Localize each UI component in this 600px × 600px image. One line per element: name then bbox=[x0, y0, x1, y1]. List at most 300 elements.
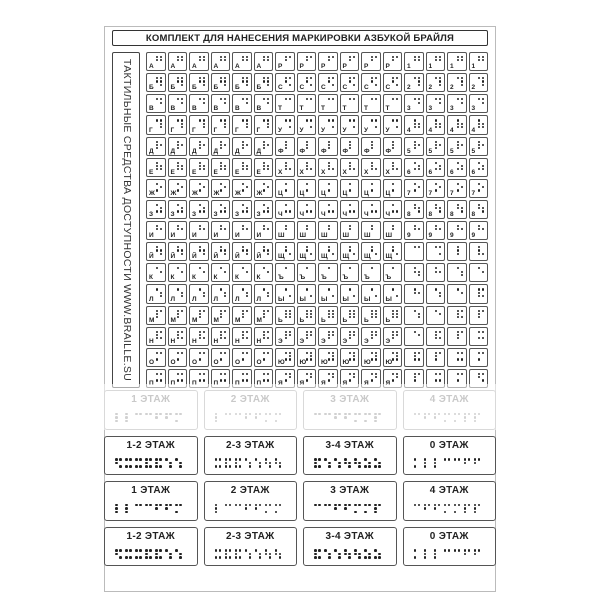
braille-dot bbox=[220, 310, 222, 312]
braille-dots-icon bbox=[199, 98, 205, 107]
floor-sign bbox=[403, 527, 497, 567]
braille-cell bbox=[297, 73, 317, 92]
braille-dot bbox=[219, 549, 222, 552]
braille-dot bbox=[435, 358, 437, 360]
cell-char: 6 bbox=[428, 168, 433, 176]
braille-cell bbox=[340, 242, 360, 261]
braille-dot bbox=[461, 352, 463, 354]
braille-dot bbox=[392, 168, 394, 170]
braille-dot bbox=[129, 556, 132, 559]
braille-dot bbox=[265, 462, 268, 465]
braille-dot bbox=[478, 162, 480, 164]
cell-char: И bbox=[149, 232, 154, 240]
braille-dot bbox=[159, 549, 162, 552]
braille-dot bbox=[177, 225, 179, 227]
cell-char: В bbox=[235, 105, 240, 113]
braille-dot bbox=[418, 98, 420, 100]
braille-cell bbox=[254, 137, 274, 156]
braille-dot bbox=[328, 147, 330, 149]
braille-cell bbox=[168, 73, 188, 92]
braille-cell bbox=[189, 158, 209, 177]
cell-char: Ш bbox=[299, 232, 307, 240]
braille-dot bbox=[396, 313, 398, 315]
cell-char: Ц bbox=[342, 189, 348, 197]
braille-dots-icon bbox=[414, 373, 420, 382]
braille-dot bbox=[461, 316, 463, 318]
braille-dot bbox=[392, 56, 394, 58]
braille-cell bbox=[211, 200, 231, 219]
cell-char: 1 bbox=[407, 63, 411, 71]
braille-cell bbox=[447, 179, 467, 198]
braille-dot bbox=[454, 549, 457, 552]
braille-dot bbox=[246, 210, 248, 212]
braille-dot bbox=[177, 337, 179, 339]
braille-cell bbox=[469, 94, 489, 113]
braille-cell bbox=[404, 200, 424, 219]
braille-dots-icon bbox=[414, 225, 420, 234]
braille-cell bbox=[340, 327, 360, 346]
braille-cell bbox=[232, 73, 252, 92]
braille-dots-icon bbox=[306, 225, 312, 234]
braille-dots-icon bbox=[177, 56, 183, 65]
braille-dot bbox=[267, 331, 269, 333]
braille-dot bbox=[414, 504, 417, 507]
braille-dot bbox=[135, 549, 138, 552]
braille-dot bbox=[203, 310, 205, 312]
braille-dot bbox=[242, 183, 244, 185]
braille-dot bbox=[414, 228, 416, 230]
braille-dot bbox=[285, 98, 287, 100]
braille-dot bbox=[203, 352, 205, 354]
cell-char: О bbox=[235, 358, 241, 366]
braille-cell bbox=[447, 263, 467, 282]
braille-dot bbox=[353, 310, 355, 312]
braille-cell bbox=[189, 115, 209, 134]
braille-dot bbox=[368, 462, 371, 465]
braille-dot bbox=[482, 288, 484, 290]
braille-cell bbox=[447, 115, 467, 134]
floor-sign-label: 2 ЭТАЖ bbox=[230, 485, 270, 496]
cell-char: М bbox=[256, 316, 262, 324]
braille-dot bbox=[482, 295, 484, 297]
braille-dot bbox=[119, 458, 122, 461]
braille-cell bbox=[361, 94, 381, 113]
braille-dots-icon bbox=[457, 246, 463, 255]
braille-dot bbox=[310, 334, 312, 336]
braille-dot bbox=[348, 504, 351, 507]
cell-char: Ы bbox=[342, 295, 349, 303]
braille-cell bbox=[469, 179, 489, 198]
braille-dots-icon bbox=[435, 225, 441, 234]
braille-dot bbox=[263, 310, 265, 312]
braille-dot bbox=[269, 504, 272, 507]
braille-dots-icon bbox=[349, 141, 355, 150]
braille-dot bbox=[424, 462, 427, 465]
braille-dot bbox=[289, 168, 291, 170]
braille-dot bbox=[418, 126, 420, 128]
braille-dot bbox=[242, 168, 244, 170]
braille-dot bbox=[349, 98, 351, 100]
braille-dot bbox=[478, 267, 480, 269]
cell-char: Й bbox=[149, 253, 154, 261]
braille-cell bbox=[254, 348, 274, 367]
braille-dot bbox=[418, 186, 420, 188]
braille-dot bbox=[156, 59, 158, 61]
braille-cell bbox=[275, 73, 295, 92]
braille-dots-icon bbox=[242, 373, 248, 382]
braille-dot bbox=[220, 147, 222, 149]
cell-char: Ю bbox=[278, 358, 285, 366]
braille-dot bbox=[392, 80, 394, 82]
braille-cell bbox=[232, 327, 252, 346]
cell-char: И bbox=[213, 232, 219, 240]
braille-dot bbox=[199, 334, 201, 336]
braille-cell bbox=[146, 158, 166, 177]
braille-cell bbox=[383, 179, 403, 198]
cell-char: А bbox=[213, 63, 219, 71]
braille-dot bbox=[374, 504, 377, 507]
braille-dot bbox=[225, 465, 228, 468]
braille-dot bbox=[175, 511, 178, 514]
braille-cell bbox=[318, 200, 338, 219]
cell-char: 4 bbox=[471, 126, 476, 134]
braille-cell bbox=[404, 284, 424, 303]
braille-dot bbox=[224, 207, 226, 209]
braille-dot bbox=[267, 165, 269, 167]
braille-cell bbox=[254, 52, 274, 71]
braille-dot bbox=[115, 549, 118, 552]
cell-char: К bbox=[256, 274, 261, 282]
braille-dots-icon bbox=[156, 310, 162, 319]
braille-dot bbox=[457, 144, 459, 146]
braille-dot bbox=[242, 165, 244, 167]
braille-dot bbox=[181, 168, 183, 170]
braille-dot bbox=[306, 379, 308, 381]
braille-dot bbox=[457, 119, 459, 121]
cell-char: Ъ bbox=[321, 274, 327, 282]
braille-cell bbox=[361, 200, 381, 219]
braille-dot bbox=[242, 162, 244, 164]
braille-dot bbox=[332, 84, 334, 86]
braille-dot bbox=[239, 556, 242, 559]
braille-dot bbox=[478, 56, 480, 58]
braille-cell bbox=[211, 115, 231, 134]
braille-dot bbox=[220, 98, 222, 100]
braille-dot bbox=[435, 246, 437, 248]
braille-dot bbox=[246, 373, 248, 375]
braille-dot bbox=[482, 379, 484, 381]
braille-dot bbox=[246, 331, 248, 333]
braille-letter-grid bbox=[146, 52, 488, 388]
braille-dot bbox=[457, 337, 459, 339]
braille-dot bbox=[353, 253, 355, 255]
braille-dot bbox=[378, 504, 381, 507]
braille-dot bbox=[285, 204, 287, 206]
braille-dot bbox=[353, 334, 355, 336]
braille-dot bbox=[349, 165, 351, 167]
braille-dot bbox=[461, 168, 463, 170]
braille-dot bbox=[306, 144, 308, 146]
braille-dots-icon bbox=[435, 352, 441, 361]
braille-cell bbox=[318, 115, 338, 134]
braille-dot bbox=[328, 313, 330, 315]
braille-cell bbox=[426, 263, 446, 282]
braille-dot bbox=[177, 59, 179, 61]
braille-dot bbox=[259, 556, 262, 559]
braille-dots-icon bbox=[199, 267, 205, 276]
floor-sign-label: 1-2 ЭТАЖ bbox=[126, 439, 175, 451]
braille-cell bbox=[469, 52, 489, 71]
braille-dot bbox=[156, 373, 158, 375]
braille-dot bbox=[375, 84, 377, 86]
braille-dot bbox=[439, 210, 441, 212]
braille-dot bbox=[378, 556, 381, 559]
braille-dot bbox=[439, 337, 441, 339]
cell-char: 2 bbox=[450, 84, 454, 92]
braille-dot bbox=[414, 141, 416, 143]
braille-dots-icon bbox=[263, 267, 269, 276]
cell-char: 3 bbox=[428, 105, 433, 113]
braille-dot bbox=[396, 373, 398, 375]
braille-dot bbox=[478, 288, 480, 290]
braille-dot bbox=[434, 465, 437, 468]
cell-char: А bbox=[170, 63, 176, 71]
cell-char: У bbox=[278, 126, 283, 134]
braille-dot bbox=[199, 288, 201, 290]
braille-dots-icon bbox=[457, 288, 463, 297]
braille-dot bbox=[457, 249, 459, 251]
braille-dot bbox=[181, 77, 183, 79]
braille-dot bbox=[435, 228, 437, 230]
braille-dots-icon bbox=[457, 98, 463, 107]
braille-dot bbox=[461, 123, 463, 125]
braille-dots-icon bbox=[478, 310, 484, 319]
braille-dot bbox=[177, 147, 179, 149]
braille-dot bbox=[439, 379, 441, 381]
cell-char: Х bbox=[342, 168, 347, 176]
braille-cell bbox=[211, 284, 231, 303]
braille-dot bbox=[160, 379, 162, 381]
cell-char: Ы bbox=[364, 295, 371, 303]
braille-dot bbox=[392, 316, 394, 318]
braille-dot bbox=[242, 316, 244, 318]
braille-cell bbox=[211, 327, 231, 346]
braille-dots-icon bbox=[306, 204, 312, 213]
braille-dot bbox=[392, 267, 394, 269]
braille-dot bbox=[242, 337, 244, 339]
cell-char: Й bbox=[235, 253, 240, 261]
cell-char: Х bbox=[385, 168, 390, 176]
braille-dot bbox=[478, 337, 480, 339]
cell-char: Ч bbox=[321, 211, 326, 218]
braille-dot bbox=[220, 373, 222, 375]
braille-dot bbox=[478, 59, 480, 61]
braille-dot bbox=[229, 556, 232, 559]
braille-dot bbox=[156, 80, 158, 82]
braille-dot bbox=[224, 310, 226, 312]
braille-dot bbox=[242, 352, 244, 354]
braille-dot bbox=[246, 168, 248, 170]
braille-dot bbox=[396, 77, 398, 79]
braille-dot bbox=[246, 379, 248, 381]
braille-dot bbox=[203, 228, 205, 230]
braille-cell bbox=[168, 348, 188, 367]
cell-char: Д bbox=[256, 147, 262, 155]
braille-dot bbox=[478, 98, 480, 100]
braille-dots-icon bbox=[392, 98, 398, 107]
braille-dot bbox=[306, 352, 308, 354]
braille-dot bbox=[418, 123, 420, 125]
braille-dot bbox=[414, 98, 416, 100]
braille-dot bbox=[439, 80, 441, 82]
braille-dot bbox=[364, 458, 367, 461]
braille-dots-icon bbox=[242, 331, 248, 340]
braille-dot bbox=[245, 549, 248, 552]
braille-dot bbox=[328, 249, 330, 251]
cell-char: 7 bbox=[450, 189, 454, 197]
braille-dot bbox=[435, 126, 437, 128]
braille-dot bbox=[177, 310, 179, 312]
braille-dots-icon bbox=[306, 352, 312, 361]
braille-cell bbox=[404, 52, 424, 71]
braille-dot bbox=[378, 465, 381, 468]
braille-dot bbox=[392, 59, 394, 61]
braille-dot bbox=[435, 56, 437, 58]
braille-dot bbox=[115, 553, 118, 556]
braille-dots-icon bbox=[263, 183, 269, 192]
braille-dot bbox=[199, 98, 201, 100]
braille-dot bbox=[461, 56, 463, 58]
braille-dot bbox=[435, 331, 437, 333]
braille-dot bbox=[155, 465, 158, 468]
braille-dot bbox=[224, 168, 226, 170]
braille-cell bbox=[340, 73, 360, 92]
braille-dot bbox=[160, 253, 162, 255]
braille-dot bbox=[156, 316, 158, 318]
braille-dot bbox=[435, 204, 437, 206]
braille-cell bbox=[447, 327, 467, 346]
braille-cell bbox=[469, 306, 489, 325]
braille-dot bbox=[438, 504, 441, 507]
braille-dot bbox=[220, 141, 222, 143]
cell-char: 9 bbox=[428, 232, 433, 240]
cell-char: 1 bbox=[450, 63, 454, 71]
braille-dots-icon bbox=[328, 225, 334, 234]
braille-dot bbox=[375, 77, 377, 79]
braille-dot bbox=[156, 379, 158, 381]
braille-dot bbox=[482, 228, 484, 230]
braille-dot bbox=[267, 186, 269, 188]
braille-dot bbox=[259, 462, 262, 465]
braille-dot bbox=[267, 84, 269, 86]
braille-cell bbox=[275, 94, 295, 113]
cell-char: Е bbox=[192, 168, 197, 176]
braille-cell bbox=[297, 115, 317, 134]
braille-dot bbox=[306, 204, 308, 206]
braille-cell bbox=[232, 52, 252, 71]
braille-cell bbox=[469, 115, 489, 134]
sheet-title-text: КОМПЛЕКТ ДЛЯ НАНЕСЕНИЯ МАРКИРОВКИ АЗБУКОЙ БРАЙЛЯ bbox=[145, 32, 455, 44]
floor-sign bbox=[303, 527, 397, 567]
braille-dot bbox=[306, 373, 308, 375]
braille-dots-icon bbox=[392, 56, 398, 65]
braille-dot bbox=[267, 249, 269, 251]
braille-dot bbox=[224, 165, 226, 167]
cell-char: Э bbox=[321, 337, 326, 345]
braille-dots-icon bbox=[392, 373, 398, 382]
braille-dot bbox=[439, 168, 441, 170]
cell-char: Б bbox=[235, 84, 240, 92]
braille-dot bbox=[310, 56, 312, 58]
braille-dot bbox=[203, 59, 205, 61]
braille-dot bbox=[396, 310, 398, 312]
braille-dot bbox=[332, 77, 334, 79]
braille-dots-icon bbox=[177, 119, 183, 128]
braille-dot bbox=[424, 549, 427, 552]
braille-dot bbox=[310, 168, 312, 170]
braille-dot bbox=[220, 119, 222, 121]
braille-dot bbox=[482, 84, 484, 86]
braille-dot bbox=[458, 504, 461, 507]
braille-dot bbox=[396, 352, 398, 354]
braille-dots-icon bbox=[263, 56, 269, 65]
braille-cell bbox=[275, 52, 295, 71]
braille-dot bbox=[474, 553, 477, 556]
braille-dot bbox=[203, 84, 205, 86]
braille-dot bbox=[482, 210, 484, 212]
braille-dot bbox=[275, 553, 278, 556]
braille-dot bbox=[246, 186, 248, 188]
braille-dot bbox=[246, 165, 248, 167]
braille-dot bbox=[265, 504, 268, 507]
braille-dot bbox=[177, 183, 179, 185]
cell-char: Р bbox=[364, 63, 369, 71]
braille-cell bbox=[275, 221, 295, 240]
braille-dot bbox=[418, 313, 420, 315]
braille-dot bbox=[306, 337, 308, 339]
braille-cell bbox=[189, 52, 209, 71]
cell-char: Т bbox=[385, 105, 390, 113]
braille-dots-icon bbox=[220, 288, 226, 297]
braille-dot bbox=[125, 507, 128, 510]
braille-dot bbox=[199, 331, 201, 333]
braille-dot bbox=[349, 144, 351, 146]
braille-dot bbox=[435, 225, 437, 227]
braille-dot bbox=[255, 504, 258, 507]
braille-dot bbox=[353, 119, 355, 121]
braille-dot bbox=[289, 313, 291, 315]
braille-dot bbox=[224, 249, 226, 251]
braille-dot bbox=[439, 126, 441, 128]
braille-dots-icon bbox=[478, 162, 484, 171]
braille-dot bbox=[125, 556, 128, 559]
braille-dots-icon bbox=[478, 246, 484, 255]
braille-dot bbox=[265, 553, 268, 556]
braille-dot bbox=[457, 123, 459, 125]
braille-dot bbox=[328, 246, 330, 248]
braille-dot bbox=[318, 458, 321, 461]
braille-dot bbox=[220, 165, 222, 167]
braille-dot bbox=[246, 249, 248, 251]
braille-dot bbox=[353, 355, 355, 357]
braille-dot bbox=[371, 56, 373, 58]
braille-dot bbox=[160, 168, 162, 170]
braille-dot bbox=[428, 504, 431, 507]
braille-dots-icon bbox=[199, 141, 205, 150]
cell-char: Б bbox=[170, 84, 176, 92]
braille-cell bbox=[189, 137, 209, 156]
braille-dot bbox=[454, 511, 457, 514]
